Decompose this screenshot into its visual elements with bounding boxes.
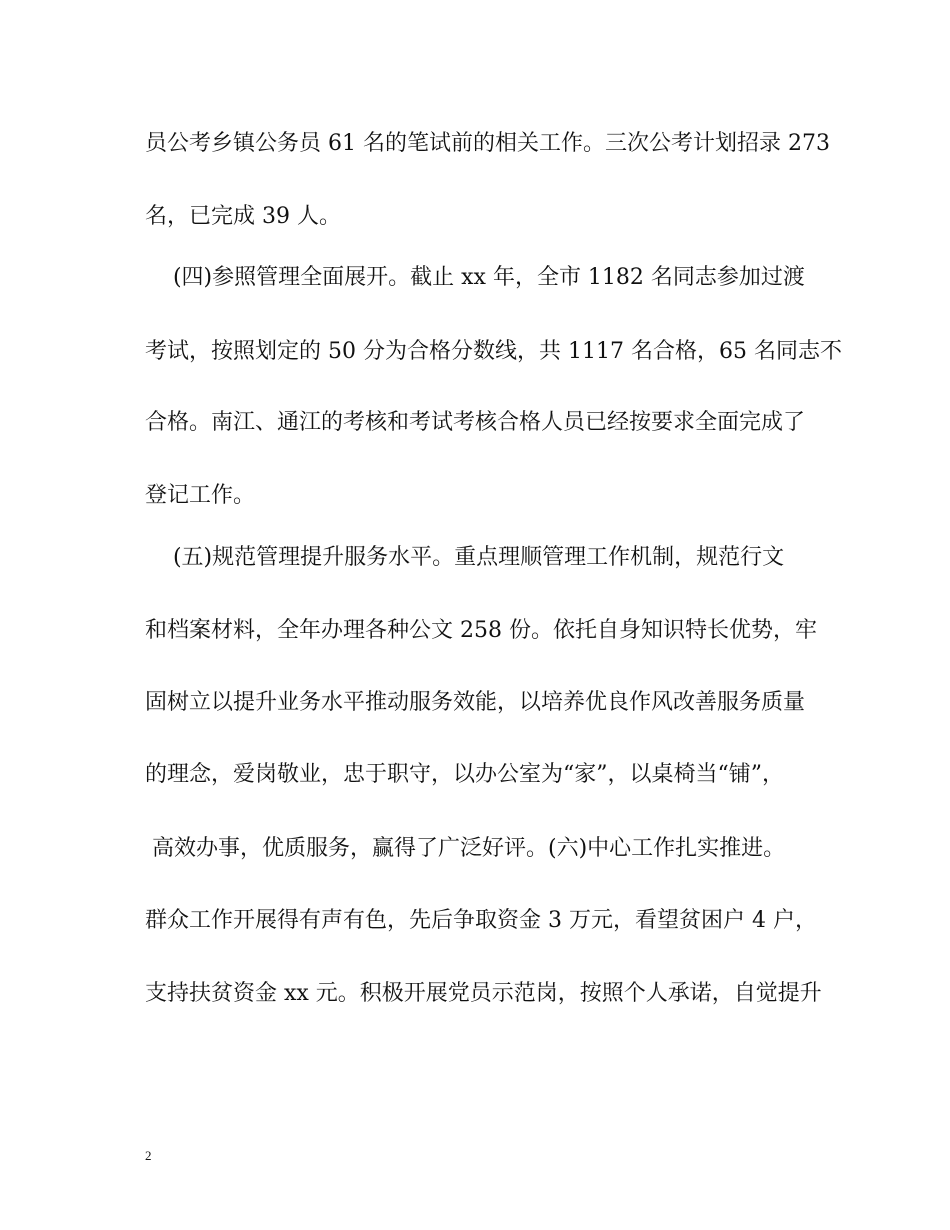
text-line: 群众工作开展得有声有色，先后争取资金 3 万元，看望贫困户 4 户，	[145, 908, 817, 933]
text-line: 名，已完成 39 人。	[145, 204, 341, 229]
page-number: 2	[145, 1148, 152, 1163]
text-line: 的理念，爱岗敬业，忠于职守，以办公室为“家”，以桌椅当“铺”，	[145, 762, 784, 787]
text-line: 考试，按照划定的 50 分为合格分数线，共 1117 名合格，65 名同志不	[145, 339, 842, 364]
text-line: (四)参照管理全面展开。截止 xx 年，全市 1182 名同志参加过渡	[145, 265, 805, 290]
text-line: 高效办事，优质服务，赢得了广泛好评。(六)中心工作扎实推进。	[145, 836, 786, 861]
text-line: 登记工作。	[145, 483, 256, 508]
text-line: 合格。南江、通江的考核和考试考核合格人员已经按要求全面完成了	[145, 410, 806, 435]
text-line: 固树立以提升业务水平推动服务效能，以培养优良作风改善服务质量	[145, 690, 806, 715]
text-line: 和档案材料，全年办理各种公文 258 份。依托自身知识特长优势，牢	[145, 618, 817, 643]
text-line: 支持扶贫资金 xx 元。积极开展党员示范岗，按照个人承诺，自觉提升	[145, 981, 822, 1006]
text-line: (五)规范管理提升服务水平。重点理顺管理工作机制，规范行文	[145, 545, 785, 570]
text-line: 员公考乡镇公务员 61 名的笔试前的相关工作。三次公考计划招录 273	[145, 131, 830, 156]
